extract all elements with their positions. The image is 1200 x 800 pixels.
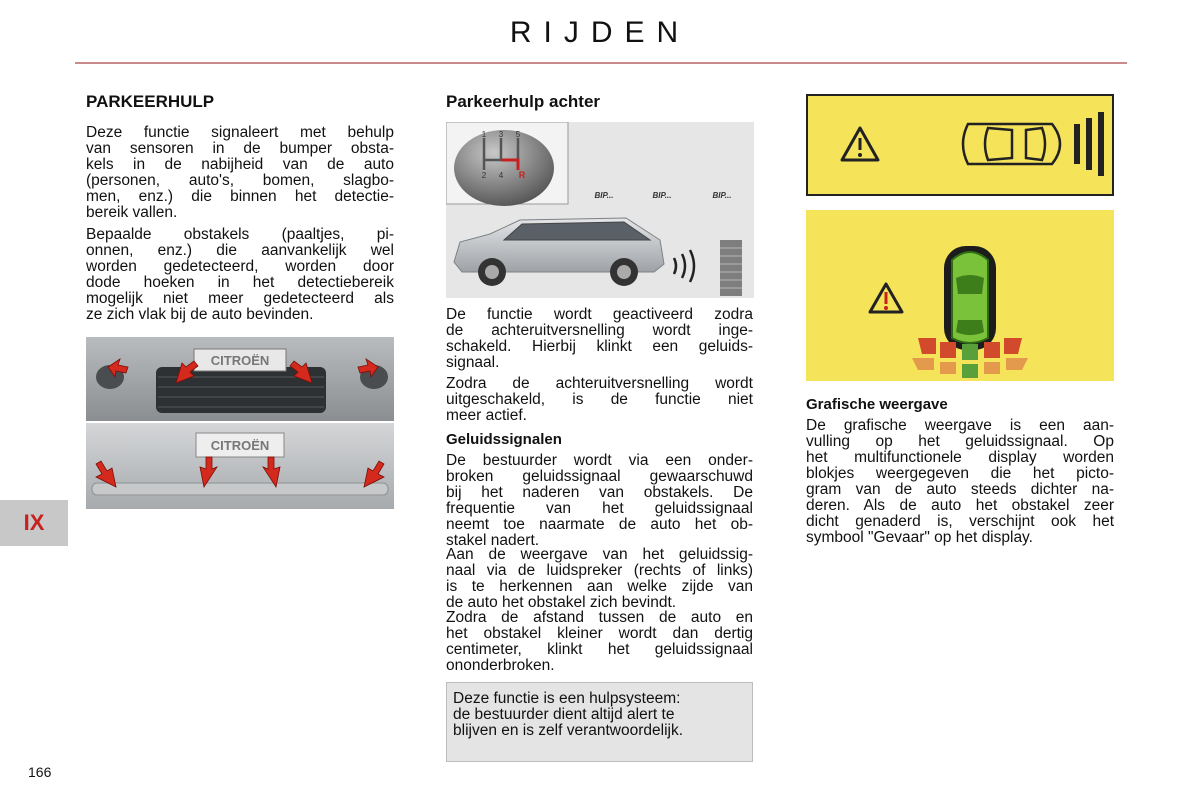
bumper-brand-front: CITROËN xyxy=(210,353,270,368)
text-line: dicht genaderd is, verschijnt ook het xyxy=(806,513,1114,530)
text-line: gram van de auto steeds dichter na- xyxy=(806,481,1114,498)
text-line: het obstakel kleiner wordt dan dertig xyxy=(446,625,753,642)
text-line: dode hoeken in het detectiebereik xyxy=(86,274,394,291)
text-line: is te herkennen aan welke zijde van xyxy=(446,578,753,595)
text-line: Deze functie is een hulpsysteem: xyxy=(453,690,681,707)
text-line: bij het naderen van obstakels. De xyxy=(446,484,753,501)
text-line: bereik vallen. xyxy=(86,204,178,221)
text-line: uitgeschakeld, is de functie niet xyxy=(446,391,753,408)
text-line: naal via de luidspreker (rechts of links) xyxy=(446,562,753,579)
beep-label: BIP... xyxy=(712,191,732,200)
paragraph-sound-signal xyxy=(446,453,753,549)
section-heading-parkeerhulp: PARKEERHULP xyxy=(86,92,215,111)
paragraph-speaker-side xyxy=(446,547,753,611)
text-line: ononderbroken. xyxy=(446,657,555,674)
gear-digit-reverse: R xyxy=(518,170,526,180)
gear-digit: 3 xyxy=(498,130,504,139)
text-line: de achteruitversnelling wordt inge- xyxy=(446,322,753,339)
subheading-grafische-weergave: Grafische weergave xyxy=(806,396,948,413)
chapter-tab[interactable]: IX xyxy=(0,500,68,546)
text-line: Deze functie signaleert met behulp xyxy=(86,124,394,141)
gear-digit: 2 xyxy=(481,171,487,180)
text-line: ze zich vlak bij de auto bevinden. xyxy=(86,306,314,323)
beep-label: BIP... xyxy=(594,191,614,200)
text-line: kels in de nabijheid van de auto xyxy=(86,156,394,173)
text-line: de bestuurder dient altijd alert te xyxy=(453,706,675,723)
text-line: signaal. xyxy=(446,354,500,371)
display-top-view-illustration xyxy=(806,94,1114,196)
paragraph-activation xyxy=(446,307,753,371)
text-line: Aan de weergave van het geluidssig- xyxy=(446,546,753,563)
text-line: De functie wordt geactiveerd zodra xyxy=(446,306,753,323)
header-divider xyxy=(75,62,1127,64)
text-line: onnen, enz.) die aanvankelijk wel xyxy=(86,242,394,259)
bumper-brand-rear: CITROËN xyxy=(210,438,270,453)
text-line: symbool "Gevaar" op het display. xyxy=(806,529,1033,546)
page-title: RIJDEN xyxy=(509,16,691,49)
gear-digit: 4 xyxy=(498,171,504,180)
page-number: 166 xyxy=(28,764,52,780)
paragraph-intro xyxy=(86,125,394,221)
text-line: broken geluidssignaal gewaarschuwd xyxy=(446,468,753,485)
subheading-geluidssignalen: Geluidssignalen xyxy=(446,431,562,448)
text-line: mogelijk niet meer gedetecteerd als xyxy=(86,290,394,307)
paragraph-deactivation xyxy=(446,376,753,424)
text-line: centimeter, klinkt het geluidssignaal xyxy=(446,641,753,658)
gear-digit: 1 xyxy=(481,130,487,139)
text-line: meer actief. xyxy=(446,407,527,424)
text-line: men, enz.) die binnen het detectie- xyxy=(86,188,394,205)
text-line: stakel nadert. xyxy=(446,532,540,549)
paragraph-graphic-display xyxy=(806,418,1114,546)
text-line: De grafische weergave is een aan- xyxy=(806,417,1114,434)
text-line: neemt toe naarmate de auto het ob- xyxy=(446,516,753,533)
text-line: blokjes weergegeven die het picto- xyxy=(806,465,1114,482)
display-rear-view-illustration xyxy=(806,210,1114,381)
gear-knob xyxy=(454,130,554,206)
text-line: de auto het obstakel zich bevindt. xyxy=(446,594,677,611)
car-top-icon xyxy=(952,252,988,343)
text-line: Zodra de achteruitversnelling wordt xyxy=(446,375,753,392)
text-line: blijven en is zelf verantwoordelijk. xyxy=(453,722,684,739)
paragraph-obstacles xyxy=(86,227,394,323)
paragraph-continuous-signal xyxy=(446,610,753,674)
gear-digit: 5 xyxy=(515,130,521,139)
text-line: De bestuurder wordt via een onder- xyxy=(446,452,753,469)
text-line: schakeld. Hierbij klinkt een geluids- xyxy=(446,338,753,355)
text-line: deren. Als de auto het obstakel zeer xyxy=(806,497,1114,514)
text-line: Bepaalde obstakels (paaltjes, pi- xyxy=(86,226,394,243)
text-line: worden gedetecteerd, worden door xyxy=(86,258,394,275)
reverse-gear-illustration xyxy=(446,122,754,298)
text-line: van sensoren in de bumper obsta- xyxy=(86,140,394,157)
safety-note-box xyxy=(446,682,753,762)
text-line: het multifunctionele display worden xyxy=(806,449,1114,466)
text-line: vulling op het geluidssignaal. Op xyxy=(806,433,1114,450)
bumper-sensors-photo xyxy=(86,337,394,509)
text-line: Zodra de afstand tussen de auto en xyxy=(446,609,753,626)
section-heading-parkeerhulp-achter: Parkeerhulp achter xyxy=(446,92,601,111)
text-line: frequentie van het geluidssignaal xyxy=(446,500,753,517)
text-line: (personen, auto's, bomen, slagbo- xyxy=(86,172,394,189)
beep-label: BIP... xyxy=(652,191,672,200)
